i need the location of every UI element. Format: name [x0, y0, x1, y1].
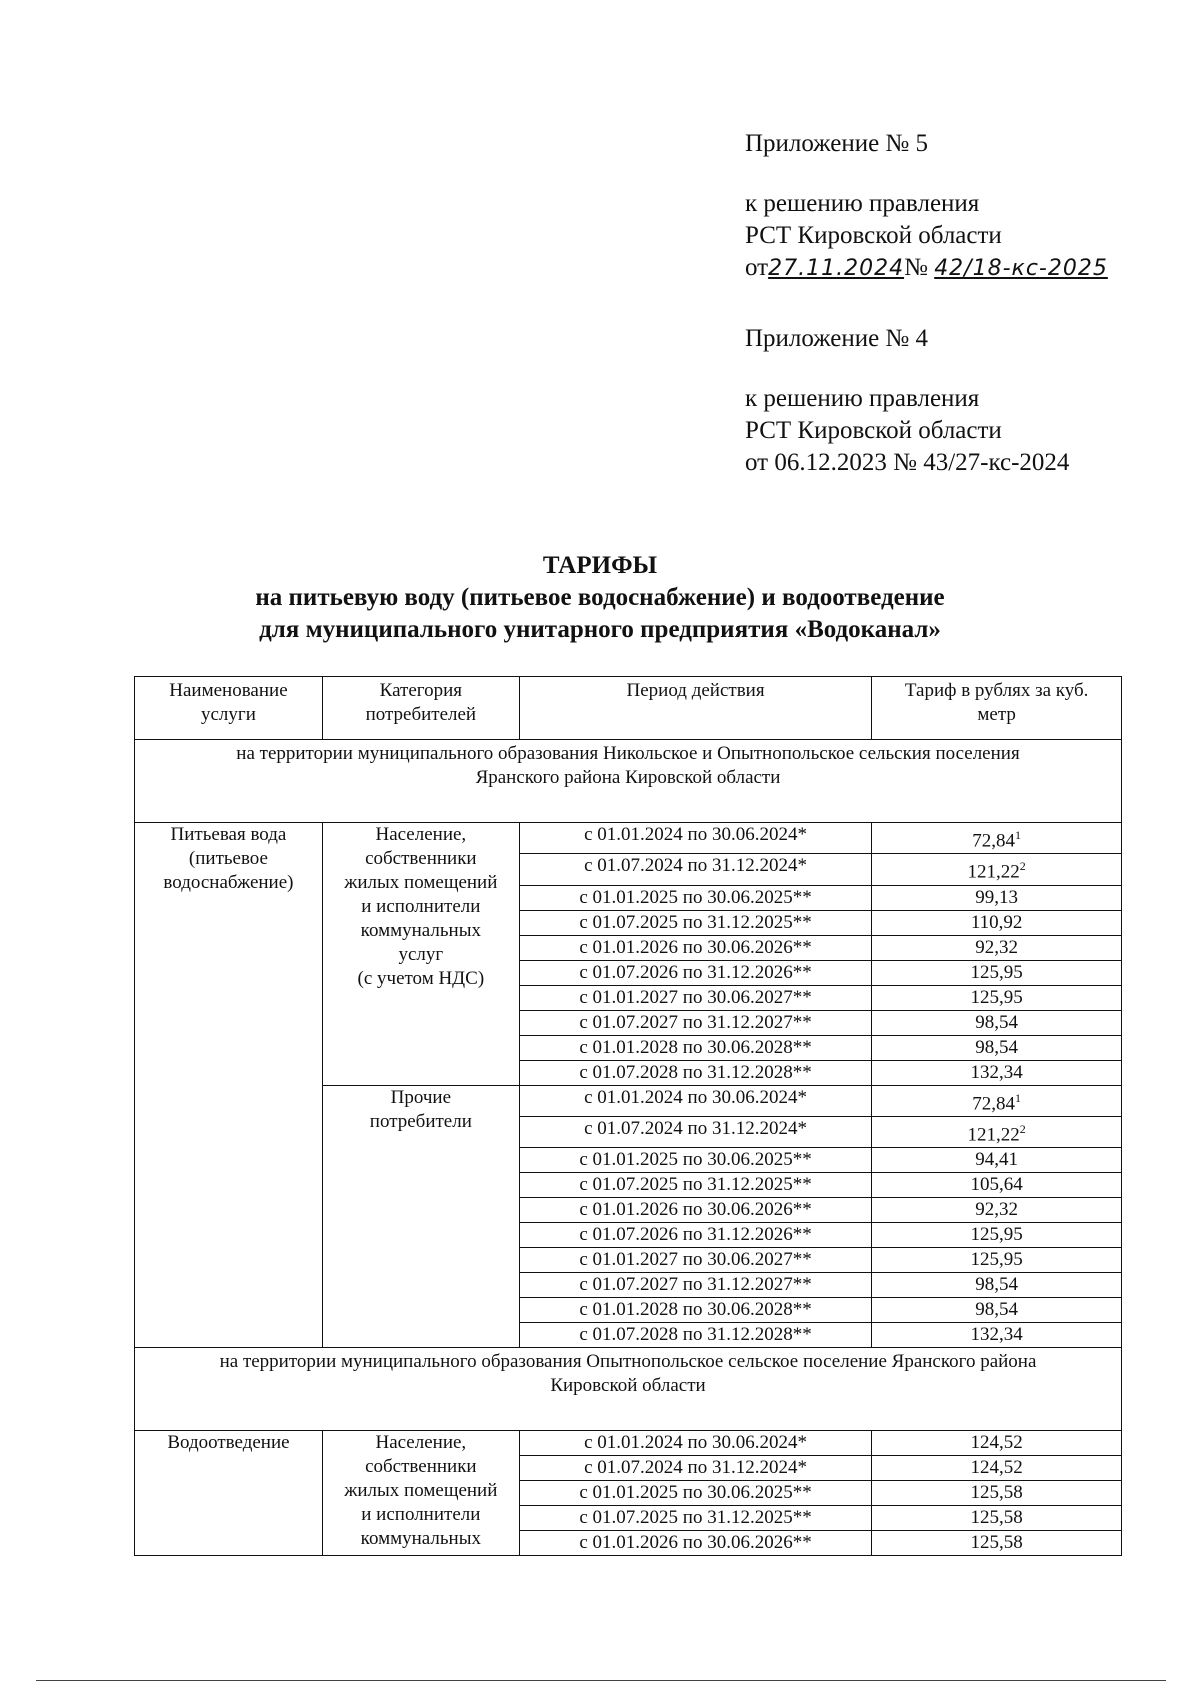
appendix-4-line-date-number: от 06.12.2023 № 43/27-кс-2024 [745, 449, 1070, 476]
appendix-4-line-authority: РСТ Кировской области [745, 417, 1002, 444]
appendix-5-line-authority: РСТ Кировской области [745, 222, 1002, 249]
period-cell: с 01.01.2028 по 30.06.2028** [519, 1298, 872, 1323]
period-cell: с 01.07.2026 по 31.12.2026** [519, 1223, 872, 1248]
tariff-value: 98,54 [975, 1036, 1019, 1058]
tariff-value: 72,84 [972, 830, 1016, 852]
period-cell: с 01.01.2024 по 30.06.2024* [519, 823, 872, 854]
period-cell: с 01.01.2025 по 30.06.2025** [519, 885, 872, 910]
tariff-value: 125,58 [970, 1482, 1023, 1504]
tariff-cell [872, 1223, 1122, 1248]
tariff-value: 125,58 [970, 1507, 1023, 1529]
tariff-table [134, 676, 1122, 1556]
category-population: Население, собственники жилых помещений и исполнители коммунальных [322, 1431, 519, 1556]
tariff-value: 98,54 [975, 1274, 1019, 1296]
handwritten-date: 27.11.2024 [768, 256, 905, 281]
tariff-cell [872, 1431, 1122, 1456]
appendix-5-line-date-number [745, 252, 1108, 285]
period-cell: с 01.07.2024 по 31.12.2024* [519, 1116, 872, 1147]
tariff-cell [872, 1085, 1122, 1116]
table-row [135, 1431, 1122, 1456]
table-row [135, 823, 1122, 854]
period-cell: с 01.07.2025 по 31.12.2025** [519, 910, 872, 935]
period-cell: с 01.07.2027 по 31.12.2027** [519, 1010, 872, 1035]
tariff-value: 99,13 [975, 886, 1019, 908]
tariff-cell [872, 935, 1122, 960]
period-cell: с 01.07.2025 по 31.12.2025** [519, 1173, 872, 1198]
tariff-cell [872, 1010, 1122, 1035]
header-service: Наименование услуги [135, 677, 323, 740]
period-cell: с 01.01.2027 по 30.06.2027** [519, 985, 872, 1010]
tariff-cell [872, 1060, 1122, 1085]
appendix-4-title: Приложение № 4 [745, 325, 929, 352]
tariff-cell [872, 1531, 1122, 1556]
title-main: ТАРИФЫ [542, 552, 658, 579]
tariff-footnote-mark: 2 [1019, 859, 1026, 874]
tariff-cell [872, 1116, 1122, 1147]
title-sub-2: для муниципального унитарного предприятия «Водоканал» [259, 616, 941, 643]
period-cell: с 01.01.2024 по 30.06.2024* [519, 1431, 872, 1456]
territory-2: на территории муниципального образования Опытнопольское сельское поселение Яранского района Кировской области [135, 1348, 1122, 1431]
tariff-value: 94,41 [975, 1149, 1019, 1171]
number-sign: № [904, 254, 928, 281]
tariff-cell [872, 1481, 1122, 1506]
tariff-cell [872, 1273, 1122, 1298]
tariff-value: 125,95 [970, 986, 1023, 1008]
tariff-value: 105,64 [970, 1174, 1023, 1196]
period-cell: с 01.07.2026 по 31.12.2026** [519, 960, 872, 985]
territory-row [135, 740, 1122, 823]
period-cell: с 01.07.2025 по 31.12.2025** [519, 1506, 872, 1531]
service-water: Питьевая вода (питьевое водоснабжение) [135, 823, 323, 1348]
period-cell: с 01.01.2025 по 30.06.2025** [519, 1481, 872, 1506]
tariff-value: 125,95 [970, 961, 1023, 983]
tariff-cell [872, 1298, 1122, 1323]
period-cell: с 01.07.2027 по 31.12.2027** [519, 1273, 872, 1298]
header-category: Категория потребителей [322, 677, 519, 740]
tariff-value: 125,58 [970, 1532, 1023, 1554]
period-cell: с 01.01.2026 по 30.06.2026** [519, 1198, 872, 1223]
period-cell: с 01.01.2026 по 30.06.2026** [519, 1531, 872, 1556]
tariff-cell [872, 1323, 1122, 1348]
appendix-5-block [745, 128, 1108, 285]
document-title [0, 550, 1200, 646]
period-cell: с 01.07.2028 по 31.12.2028** [519, 1323, 872, 1348]
header-period: Период действия [519, 677, 872, 740]
territory-1: на территории муниципального образования Никольское и Опытнопольское сельския поселения Яранского района Кировской области [135, 740, 1122, 823]
period-cell: с 01.07.2024 по 31.12.2024* [519, 854, 872, 885]
tariff-cell [872, 1248, 1122, 1273]
header-tariff: Тариф в рублях за куб. метр [872, 677, 1122, 740]
tariff-value: 72,84 [972, 1092, 1016, 1114]
tariff-value: 124,52 [970, 1457, 1023, 1479]
tariff-table-body [135, 677, 1122, 1556]
period-cell: с 01.01.2028 по 30.06.2028** [519, 1035, 872, 1060]
tariff-cell [872, 1506, 1122, 1531]
period-cell: с 01.01.2026 по 30.06.2026** [519, 935, 872, 960]
category-population: Население, собственники жилых помещений и исполнители коммунальных услуг (с учетом НДС) [322, 823, 519, 1086]
period-cell: с 01.07.2028 по 31.12.2028** [519, 1060, 872, 1085]
appendix-4-line-decision: к решению правления [745, 385, 980, 412]
period-cell: с 01.01.2027 по 30.06.2027** [519, 1248, 872, 1273]
tariff-cell [872, 985, 1122, 1010]
tariff-cell [872, 910, 1122, 935]
tariff-value: 110,92 [970, 911, 1023, 933]
header-row [135, 677, 1122, 740]
tariff-cell [872, 1198, 1122, 1223]
tariff-value: 121,22 [967, 861, 1020, 883]
tariff-cell [872, 1035, 1122, 1060]
tariff-value: 132,34 [970, 1324, 1023, 1346]
tariff-cell [872, 960, 1122, 985]
tariff-value: 121,22 [967, 1124, 1020, 1146]
tariff-footnote-mark: 1 [1015, 1090, 1022, 1105]
bottom-divider [36, 1680, 1166, 1681]
territory-row [135, 1348, 1122, 1431]
appendix-5-line-decision: к решению правления [745, 190, 980, 217]
tariff-value: 124,52 [970, 1432, 1023, 1454]
tariff-cell [872, 885, 1122, 910]
period-cell: с 01.01.2024 по 30.06.2024* [519, 1085, 872, 1116]
tariff-value: 92,32 [975, 936, 1019, 958]
from-prefix: от [745, 254, 769, 281]
category-others: Прочие потребители [322, 1085, 519, 1348]
tariff-cell [872, 823, 1122, 854]
tariff-value: 125,95 [970, 1224, 1023, 1246]
tariff-value: 92,32 [975, 1199, 1019, 1221]
tariff-cell [872, 854, 1122, 885]
tariff-cell [872, 1173, 1122, 1198]
period-cell: с 01.01.2025 по 30.06.2025** [519, 1148, 872, 1173]
tariff-value: 98,54 [975, 1299, 1019, 1321]
appendix-5-title: Приложение № 5 [745, 130, 929, 157]
tariff-cell [872, 1148, 1122, 1173]
title-sub-1: на питьевую воду (питьевое водоснабжение) и водоотведение [255, 584, 945, 611]
appendix-4-block [745, 323, 1069, 479]
tariff-cell [872, 1456, 1122, 1481]
period-cell: с 01.07.2024 по 31.12.2024* [519, 1456, 872, 1481]
service-sewer: Водоотведение [135, 1431, 323, 1556]
tariff-footnote-mark: 2 [1019, 1121, 1026, 1136]
tariff-value: 125,95 [970, 1249, 1023, 1271]
tariff-footnote-mark: 1 [1015, 828, 1022, 842]
handwritten-number: 42/18-кс-2025 [934, 256, 1108, 281]
tariff-value: 132,34 [970, 1061, 1023, 1083]
tariff-value: 98,54 [975, 1011, 1019, 1033]
